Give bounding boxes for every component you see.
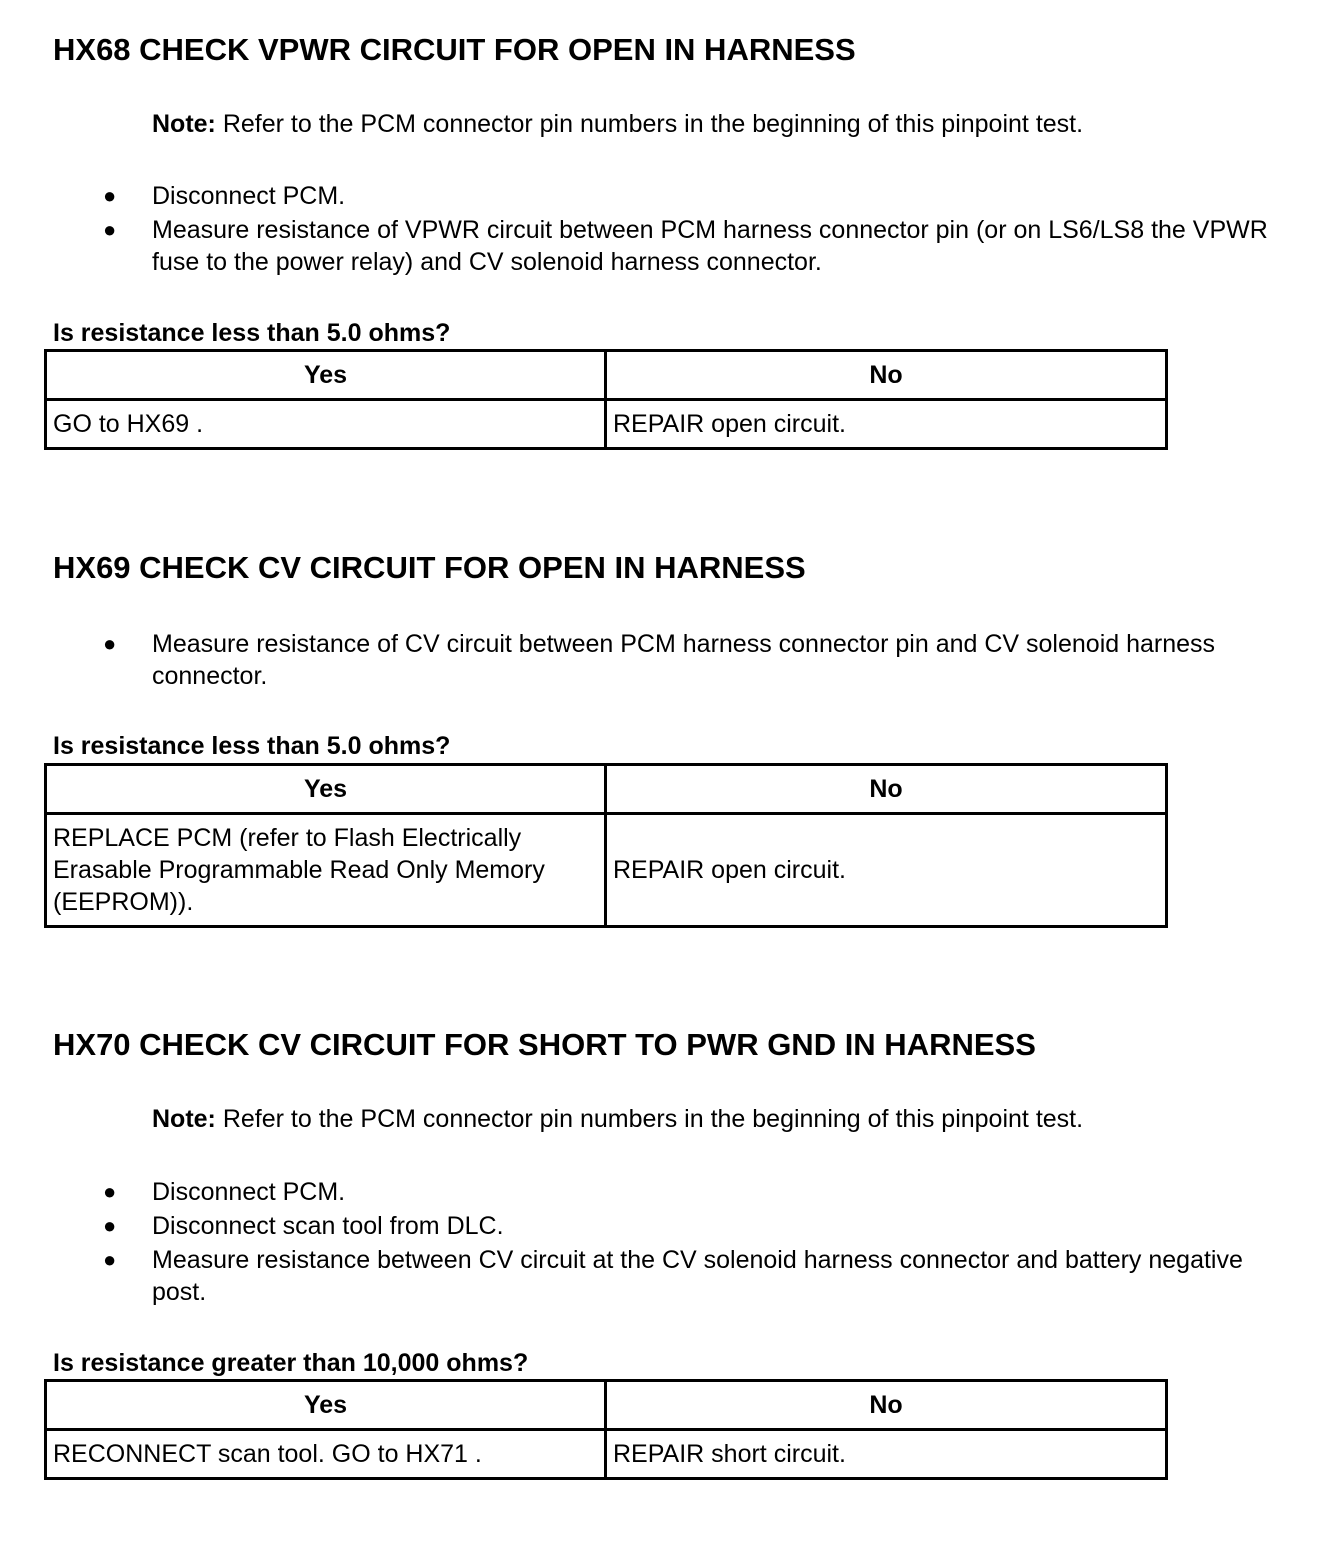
yes-header: Yes xyxy=(46,1381,606,1430)
no-header: No xyxy=(606,1381,1167,1430)
note-label: Note: xyxy=(152,1105,216,1133)
step-bullet-list xyxy=(0,1176,1328,1310)
step-title: HX69 CHECK CV CIRCUIT FOR OPEN IN HARNESS xyxy=(53,550,806,585)
step-note xyxy=(152,108,1083,140)
yes-action: REPLACE PCM (refer to Flash Electrically Erasable Programmable Read Only Memory (EEPROM)). xyxy=(46,814,606,927)
step-title: HX68 CHECK VPWR CIRCUIT FOR OPEN IN HARNESS xyxy=(53,32,856,67)
table-row xyxy=(46,400,1167,449)
bullet-dot-icon: ● xyxy=(103,1213,117,1238)
table-header-row xyxy=(46,1381,1167,1430)
step-title: HX70 CHECK CV CIRCUIT FOR SHORT TO PWR GND IN HARNESS xyxy=(53,1027,1036,1062)
bullet-dot-icon: ● xyxy=(103,217,117,242)
yes-header: Yes xyxy=(46,351,606,400)
yes-action: RECONNECT scan tool. GO to HX71 . xyxy=(46,1430,606,1479)
bullet-item: ● Disconnect PCM. xyxy=(103,182,346,210)
step-bullet-list xyxy=(0,180,1328,280)
no-action: REPAIR open circuit. xyxy=(606,400,1167,449)
bullet-item: ● Disconnect PCM. xyxy=(103,1178,346,1206)
step-question: Is resistance less than 5.0 ohms? xyxy=(53,732,451,760)
no-action: REPAIR open circuit. xyxy=(606,814,1167,927)
bullet-item: ● Measure resistance of CV circuit between PCM harness connector pin and CV solenoid harness connector. xyxy=(103,630,1216,690)
bullet-item: ● Measure resistance between CV circuit at the CV solenoid harness connector and battery negative post. xyxy=(103,1246,1243,1306)
no-action: REPAIR short circuit. xyxy=(606,1430,1167,1479)
note-text: Refer to the PCM connector pin numbers in the beginning of this pinpoint test. xyxy=(215,1105,1084,1133)
step-question: Is resistance greater than 10,000 ohms? xyxy=(53,1349,529,1377)
table-row xyxy=(46,1430,1167,1479)
step-note xyxy=(152,1103,1083,1135)
step-bullet-list xyxy=(0,628,1328,694)
step-question: Is resistance less than 5.0 ohms? xyxy=(53,319,451,347)
bullet-item: ● Disconnect scan tool from DLC. xyxy=(103,1212,504,1240)
table-row xyxy=(46,814,1167,927)
bullet-dot-icon: ● xyxy=(103,183,117,208)
bullet-dot-icon: ● xyxy=(103,1179,117,1204)
answer-table xyxy=(44,349,1168,450)
table-header-row xyxy=(46,351,1167,400)
no-header: No xyxy=(606,351,1167,400)
answer-table xyxy=(44,763,1168,928)
answer-table xyxy=(44,1379,1168,1480)
bullet-item: ● Measure resistance of VPWR circuit between PCM harness connector pin (or on LS6/LS8 the VPWR fuse to the power relay) and CV solenoid harness connector. xyxy=(103,216,1268,276)
yes-header: Yes xyxy=(46,765,606,814)
bullet-dot-icon: ● xyxy=(103,1247,117,1272)
note-label: Note: xyxy=(152,110,216,138)
note-text: Refer to the PCM connector pin numbers in the beginning of this pinpoint test. xyxy=(215,110,1084,138)
no-header: No xyxy=(606,765,1167,814)
yes-action: GO to HX69 . xyxy=(46,400,606,449)
table-header-row xyxy=(46,765,1167,814)
bullet-dot-icon: ● xyxy=(103,631,117,656)
